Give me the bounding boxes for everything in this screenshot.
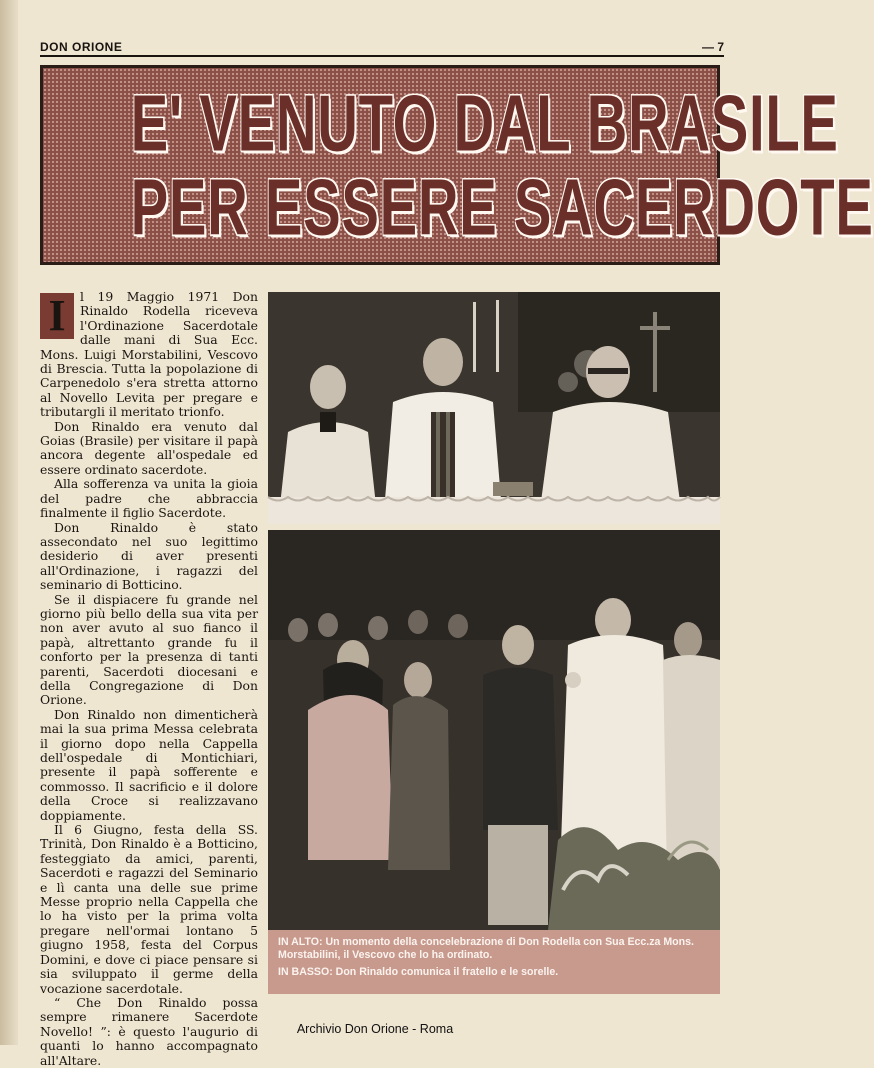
headline-line-1: E' VENUTO DAL BRASILE: [131, 82, 630, 166]
caption-top: IN ALTO: Un momento della concelebrazione di Don Rodella con Sua Ecc.za Mons. Morstabilini, il Vescovo che lo ha ordinato.: [278, 936, 710, 962]
photo-communion: [268, 530, 720, 930]
article-paragraph: I l 19 Maggio 1971 Don Rinaldo Rodella riceveva l'Ordinazione Sacerdotale dalle mani di Sua Ecc. Mons. Luigi Morstabilini, Vescovo di Brescia. Tutta la popolazione di Carpenedolo s'era stretta attorno al Novello Levita per pregare e tributargli il meritato trionfo.: [40, 290, 258, 420]
article-paragraph: Se il dispiacere fu grande nel giorno più bello della sua vita per non aver avuto al suo fianco il papà, altrettanto grande fu il conforto per la presenza di tanti parenti, Sacerdoti diocesani e della Congregazione di Don Orione.: [40, 593, 258, 708]
page-number: — 7: [702, 40, 724, 54]
drop-cap: I: [40, 293, 74, 339]
article-paragraph: Don Rinaldo non dimenticherà mai la sua prima Messa celebrata il giorno dopo nella Cappella dell'ospedale di Montichiari, presente il papà sofferente e commosso. Il sacrificio e il dolore della Croce si realizzavano doppiamente.: [40, 708, 258, 823]
concelebration-illustration: [268, 292, 720, 524]
caption-bottom: IN BASSO: Don Rinaldo comunica il fratello e le sorelle.: [278, 966, 710, 979]
communion-illustration: [268, 530, 720, 930]
running-header: [40, 40, 724, 56]
headline-banner: [40, 65, 720, 265]
headline-line-2: PER ESSERE SACERDOTE: [131, 166, 630, 250]
article-paragraph: Il 6 Giugno, festa della SS. Trinità, Don Rinaldo è a Botticino, festeggiato da amici, parenti, Sacerdoti e ragazzi del Seminario e lì canta una delle sue prime Messe proprio nella Cappella che lo ha visto per la prima volta pregare nell'ormai lontano 5 giugno 1958, festa del Corpus Domini, e dove ci piace pensare si sia sviluppato il germe della vocazione sacerdotale.: [40, 823, 258, 996]
magazine-name: DON ORIONE: [40, 40, 122, 54]
photo-caption-box: [268, 930, 720, 994]
article-body: [40, 290, 258, 1000]
archive-footer: Archivio Don Orione - Roma: [0, 1022, 750, 1036]
article-paragraph: Don Rinaldo era venuto dal Goias (Brasile) per visitare il papà ancora degente all'ospedale ed essere ordinato sacerdote.: [40, 420, 258, 478]
photo-concelebration: [268, 292, 720, 524]
article-paragraph: Alla sofferenza va unita la gioia del padre che abbraccia finalmente il figlio Sacerdote.: [40, 477, 258, 520]
article-paragraph: Don Rinaldo è stato assecondato nel suo legittimo desiderio di aver presenti all'Ordinazione, i ragazzi del seminario di Botticino.: [40, 521, 258, 593]
page-binding-edge: [0, 0, 18, 1045]
header-rule: [40, 55, 724, 57]
article-paragraph: “ Che Don Rinaldo possa sempre rimanere Sacerdote Novello! ”: è questo l'augurio di quanti lo hanno accompagnato all'Altare.: [40, 996, 258, 1068]
